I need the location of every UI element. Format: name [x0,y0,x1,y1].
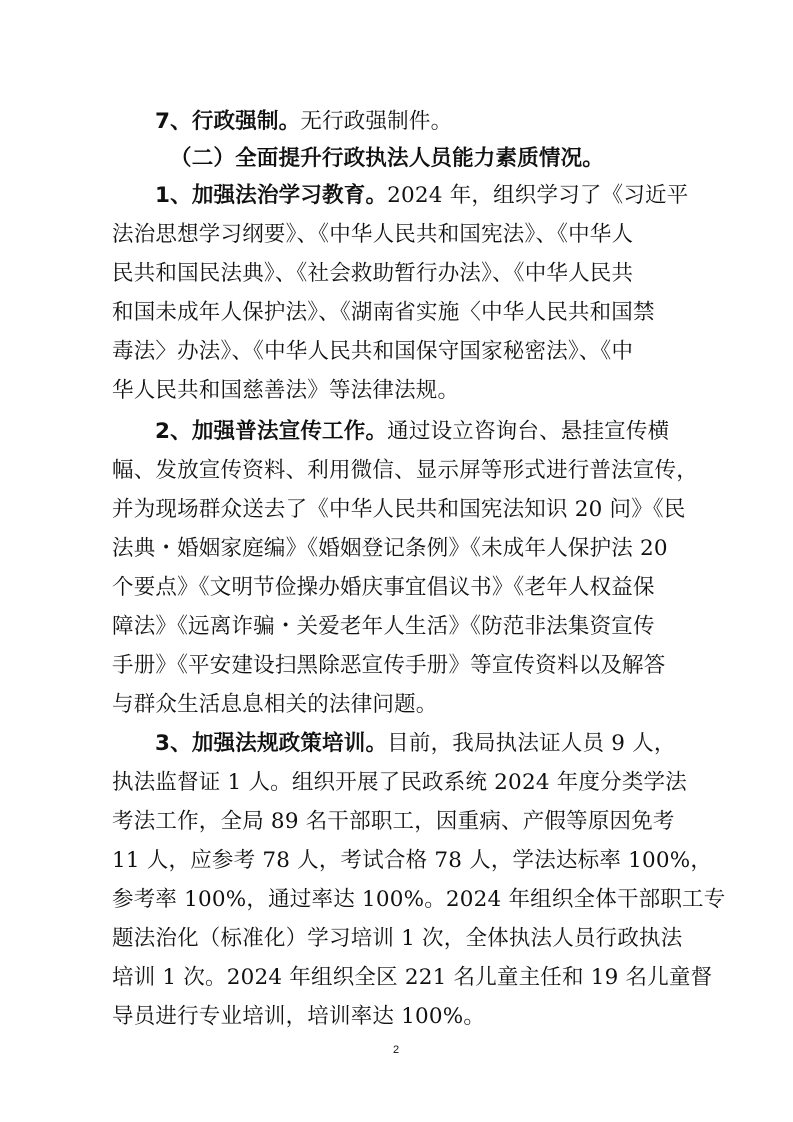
item1-text-line: 华人民共和国慈善法》等法律法规。 [112,378,460,403]
item3-text-line: 考法工作，全局 89 名干部职工，因重病、产假等原因免考 [112,809,675,834]
section2-heading: （二）全面提升行政执法人员能力素质情况。 [170,146,605,171]
item2-text-line: 障法》《远离诈骗・关爱老年人生活》《防范非法集资宣传 [112,614,655,639]
item1-first-line [155,182,687,210]
item3-text-line: 目前，我局执法证人员 9 人， [387,731,676,756]
item7-body: 无行政强制件。 [300,109,453,134]
item1-text-line: 2024 年，组织学习了《习近平 [387,183,689,208]
item1-heading: 1、加强法治学习教育。 [155,183,388,208]
item2-text-line: 手册》《平安建设扫黑除恶宣传手册》等宣传资料以及解答 [112,653,666,678]
item1-text-line: 民共和国民法典》、《社会救助暂行办法》、《中华人民共 [112,261,634,286]
item3-text-line: 11 人，应参考 78 人，考试合格 78 人，学法达标率 100%， [112,848,713,873]
item2-first-line [155,418,687,446]
item2-heading: 2、加强普法宣传工作。 [155,419,388,444]
item2-text-line: 并为现场群众送去了《中华人民共和国宪法知识 20 问》《民 [112,497,686,522]
item2-text-line: 法典・婚姻家庭编》《婚姻登记条例》《未成年人保护法 20 [112,536,668,561]
item3-text-line: 参考率 100%，通过率达 100%。2024 年组织全体干部职工专 [112,887,726,912]
item2-text-line: 通过设立咨询台、悬挂宣传横 [387,419,670,444]
page-number: 2 [392,1044,400,1056]
item3-text-line: 导员进行专业培训，培训率达 100%。 [112,1004,486,1029]
item3-heading: 3、加强法规政策培训。 [155,731,388,756]
item3-text-line: 执法监督证 1 人。组织开展了民政系统 2024 年度分类学法 [112,770,687,795]
item2-text-line: 个要点》《文明节俭操办婚庆事宜倡议书》《老年人权益保 [112,575,655,600]
item1-text-line: 法治思想学习纲要》、《中华人民共和国宪法》、《中华人 [112,222,634,247]
item7-heading: 7、行政强制。 [155,109,301,134]
item2-text-line: 幅、发放宣传资料、利用微信、显示屏等形式进行普法宣传， [112,458,698,483]
item1-text-line: 毒法〉办法》、《中华人民共和国保守国家秘密法》、《中 [112,339,634,364]
item2-text-line: 与群众生活息息相关的法律问题。 [112,692,438,717]
item7-line [155,108,687,136]
item3-first-line [155,730,687,758]
item1-text-line: 和国未成年人保护法》、《湖南省实施〈中华人民共和国禁 [112,300,655,325]
item3-text-line: 题法治化（标准化）学习培训 1 次，全体执法人员行政执法 [112,926,683,951]
item3-text-line: 培训 1 次。2024 年组织全区 221 名儿童主任和 19 名儿童督 [112,965,713,990]
